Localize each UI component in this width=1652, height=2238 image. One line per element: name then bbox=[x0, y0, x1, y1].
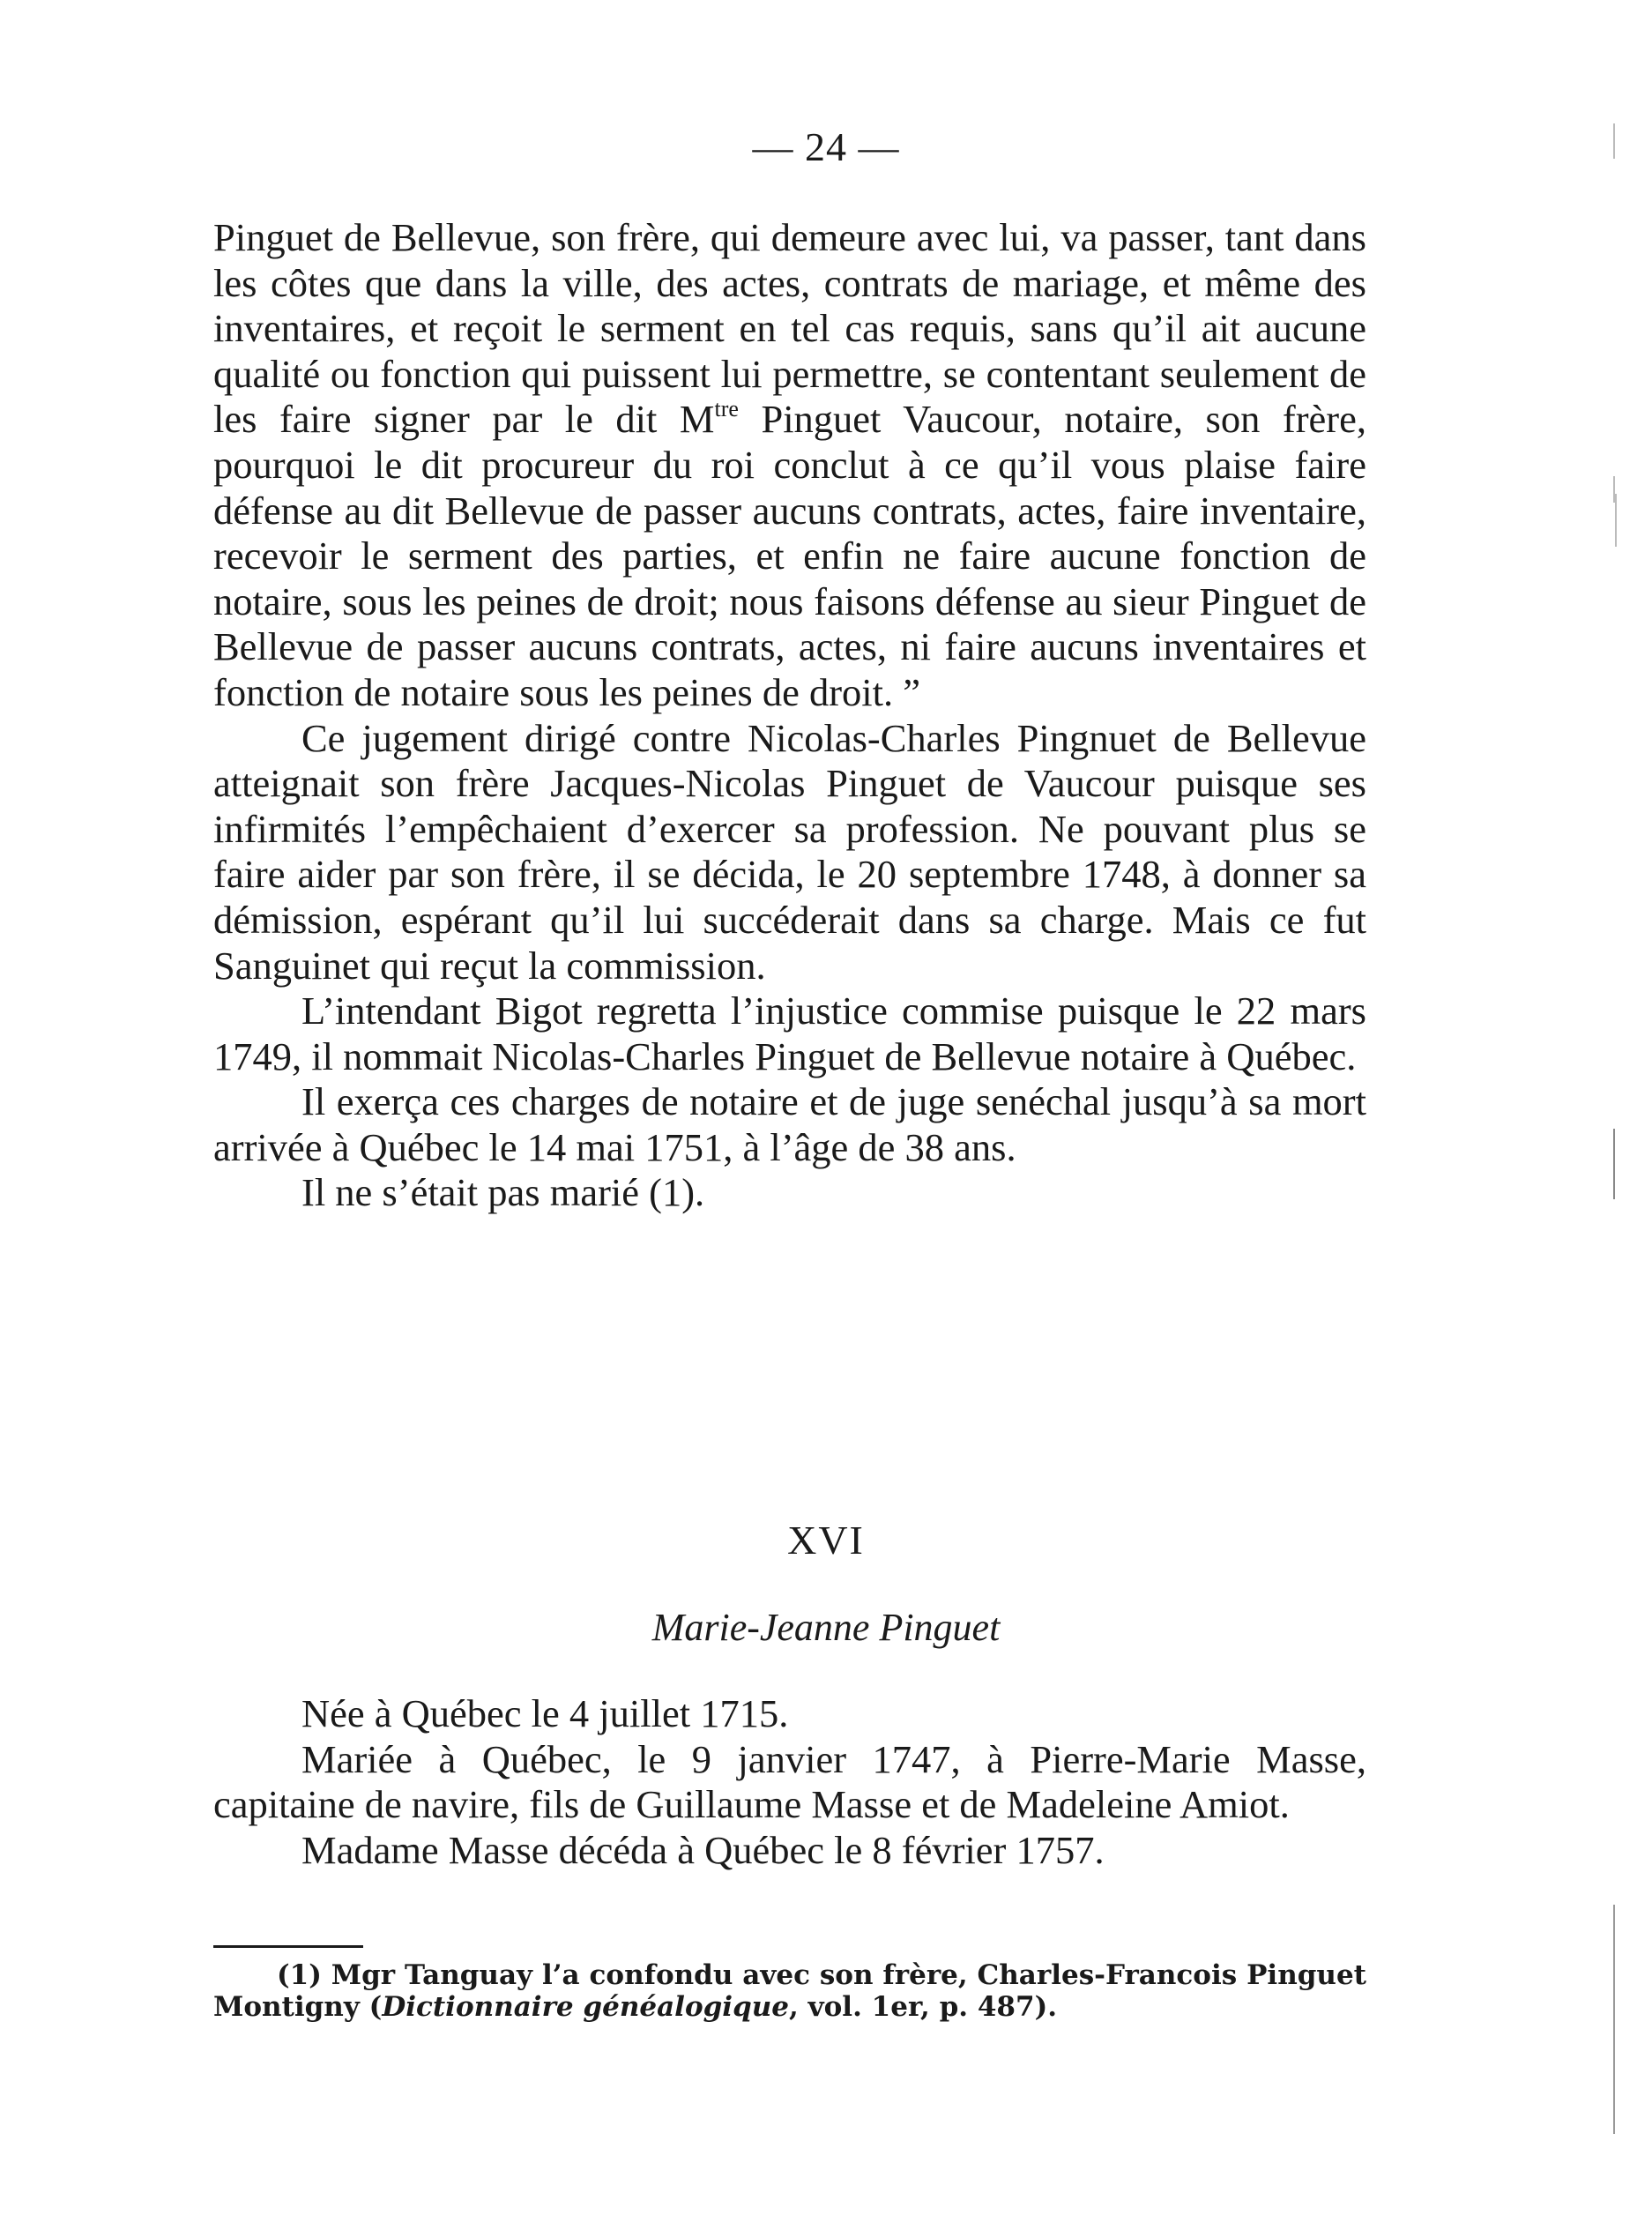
footnote bbox=[213, 1959, 1366, 2023]
footnote-italic-title: Dictionnaire généalogique bbox=[382, 1991, 790, 2023]
section-line-birth: Née à Québec le 4 juillet 1715. bbox=[301, 1691, 789, 1735]
paragraph-not-married: Il ne s’était pas marié (1). bbox=[301, 1170, 705, 1215]
paragraph-1-text: Pinguet de Bellevue, son frère, qui demeure avec lui, va passer, tant dans les côtes que dans la ville, des actes, contrats de mariage, et même des inventaires, et reçoit le serment en tel cas requis, sans qu’il ait aucune qualité ou fonction qui puissent lui permettre, se contentant seulement de les faire signer par le dit M bbox=[213, 215, 1366, 442]
footnote-divider bbox=[213, 1945, 363, 1948]
scan-mark bbox=[1615, 494, 1617, 547]
paragraph-judgement: Ce jugement dirigé contre Nicolas-Charles Pingnuet de Bellevue atteignait son frère Jacques-Nicolas Pinguet de Vaucour puisque ses infirmités l’empêchaient d’exercer sa profession. Ne pouvant plus se faire aider par son frère, il se décida, le 20 septembre 1748, à donner sa démission, espérant qu’il lui succéderait dans sa charge. Mais ce fut Sanguinet qui reçut la commission. bbox=[213, 715, 1366, 988]
footnote-marker: (1) bbox=[277, 1959, 322, 1991]
paragraph-1-continuation: Pinguet Vaucour, notaire, son frère, pourquoi le dit procureur du roi conclut à ce qu’il vous plaise faire défense au dit Bellevue de passer aucuns contrats, actes, faire inventaire, recevoir le serment des parties, et enfin ne faire aucune fonction de notaire, sous les peines de droit; nous faisons défense au sieur Pinguet de Bellevue de passer aucuns contrats, actes, ni faire aucuns inventaires et fonction de notaire sous les peines de droit. ” bbox=[213, 397, 1366, 714]
page-number: — 24 — bbox=[752, 124, 900, 169]
section-line-marriage: Mariée à Québec, le 9 janvier 1747, à Pierre-Marie Masse, capitaine de navire, fils de Guillaume Masse et de Madeleine Amiot. bbox=[213, 1736, 1366, 1827]
section-number: XVI bbox=[787, 1518, 865, 1563]
scan-edge-marks bbox=[1613, 123, 1619, 2152]
section-title: Marie-Jeanne Pinguet bbox=[651, 1606, 1001, 1649]
superscript-tre: tre bbox=[714, 396, 739, 422]
footnote-text-after: , vol. 1er, p. 487). bbox=[789, 1991, 1058, 2023]
section-line-death: Madame Masse décéda à Québec le 8 février 1757. bbox=[301, 1827, 1105, 1872]
paragraph-bigot: L’intendant Bigot regretta l’injustice commise puisque le 22 mars 1749, il nommait Nicolas-Charles Pinguet de Bellevue notaire à Québec. bbox=[213, 988, 1366, 1078]
section-body-text bbox=[213, 1691, 1366, 1873]
footnote-text-before: Mgr Tanguay l’a confondu avec son frère, Charles-Francois Pinguet Montigny ( bbox=[213, 1959, 1366, 2023]
scan-mark bbox=[1613, 1905, 1615, 2134]
paragraph-death: Il exerça ces charges de notaire et de juge senéchal jusqu’à sa mort arrivée à Québec le 14 mai 1751, à l’âge de 38 ans. bbox=[213, 1079, 1366, 1169]
scan-mark bbox=[1613, 123, 1615, 159]
paragraph-continued-quote bbox=[213, 215, 1366, 716]
scan-mark bbox=[1613, 1129, 1615, 1199]
main-body-text bbox=[213, 215, 1366, 1216]
